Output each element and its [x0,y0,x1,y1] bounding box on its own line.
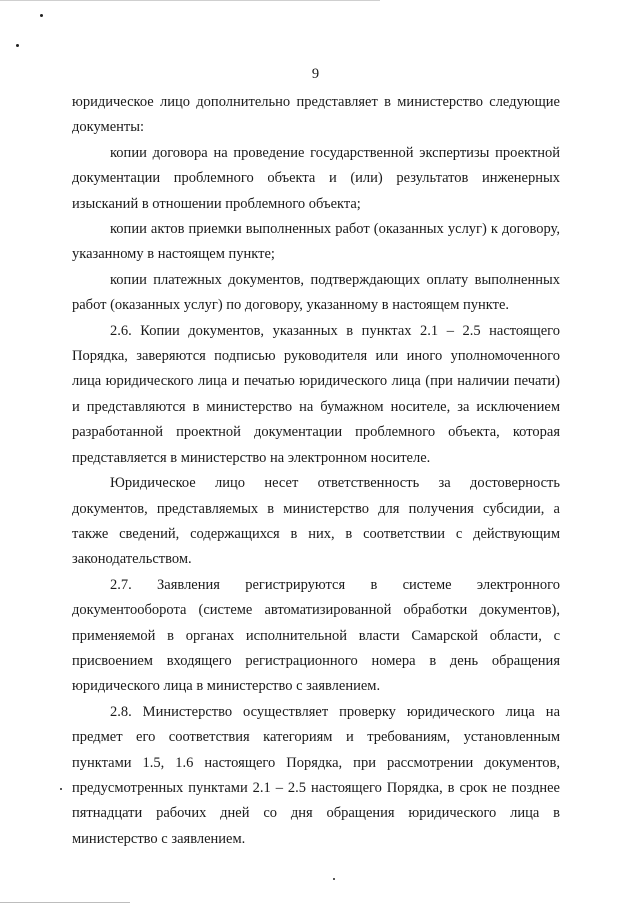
page-number: 9 [311,66,320,82]
scan-speck [40,14,43,17]
scan-speck [16,44,19,47]
paragraph: копии договора на проведение государственной экспертизы проектной документации проблемного объекта и (или) результатов инженерных изысканий в отношении проблемного объекта; [72,144,560,212]
scan-speck [60,788,62,790]
paragraph: 2.7. Заявления регистрируются в системе электронного документооборота (системе автоматизированной обработки документов), применяемой в органах исполнительной власти Самарской области, с присвоением входящего регистрационного номера в день обращения юридического лица в министерство с заявлением. [72,576,560,695]
scan-edge-bottom [0,902,130,903]
paragraph: 2.8. Министерство осуществляет проверку юридического лица на предмет его соответствия категориям и требованиям, установленным пунктами 1.5, 1.6 настоящего Порядка, при рассмотрении документов, предусмотренных пунктами 2.1 – 2.5 настоящего Порядка, в срок не позднее пятнадцати рабочих дней со дня обращения юридического лица в министерство с заявлением. [72,703,560,847]
paragraph: юридическое лицо дополнительно представляет в министерство следующие документы: [72,94,560,136]
paragraph: копии платежных документов, подтверждающих оплату выполненных работ (оказанных услуг) по договору, указанному в настоящем пункте. [72,271,560,314]
scan-edge-top [0,0,380,1]
paragraph: 2.6. Копии документов, указанных в пунктах 2.1 – 2.5 настоящего Порядка, заверяются подписью руководителя или иного уполномоченного лица юридического лица и печатью юридического лица (при наличии печати) и представляются в министерство на бумажном носителе, за исключением разработанной проектной документации проблемного объекта, которая представляется в министерство на электронном носителе. [72,322,560,466]
paragraph: Юридическое лицо несет ответственность за достоверность документов, представляемых в министерство для получения субсидии, а также сведений, содержащихся в них, в соответствии с действующим законодательством. [72,475,560,568]
paragraph: копии актов приемки выполненных работ (оказанных услуг) к договору, указанному в настоящем пункте; [72,221,560,263]
document-body [72,90,560,852]
scan-speck [333,878,335,880]
